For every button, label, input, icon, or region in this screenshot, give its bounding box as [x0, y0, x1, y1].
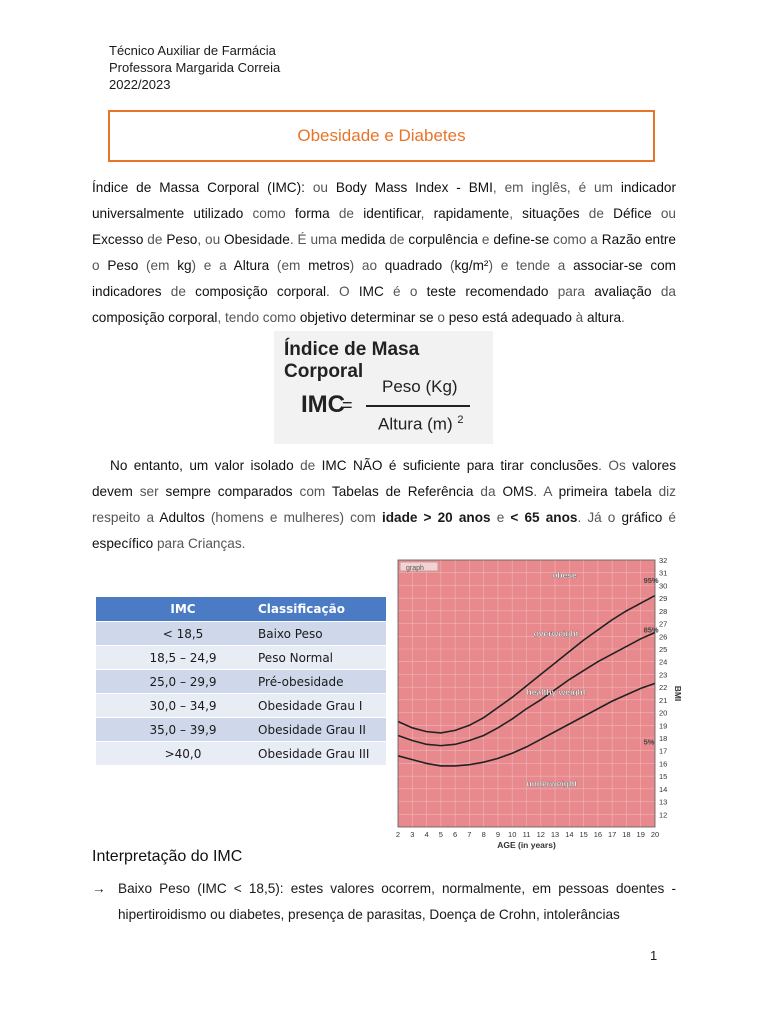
bullet-underweight [92, 876, 676, 928]
y-tick-label: 16 [659, 759, 668, 769]
text-run: kg/m² [454, 258, 489, 273]
table-header-classification: Classificação [252, 597, 386, 622]
text-run: Doença de Crohn [429, 907, 536, 922]
text-run: diz respeito a [92, 484, 676, 525]
text-run: Body Mass Index - BMI [335, 180, 493, 195]
text-run: Excesso [92, 232, 144, 247]
x-axis-label: AGE (in years) [497, 840, 556, 850]
document-header [109, 42, 280, 93]
text-run: metros [308, 258, 350, 273]
text-run: situações [522, 206, 580, 221]
y-tick-label: 21 [659, 695, 668, 705]
text-run: medida [340, 232, 386, 247]
text-run: corpulência [408, 232, 478, 247]
formula-exponent: 2 [457, 414, 464, 426]
text-run: . Os [598, 458, 633, 473]
text-run: da [651, 284, 676, 299]
x-tick-label: 9 [495, 830, 501, 839]
text-run: à [571, 310, 588, 325]
imc-range-cell: 18,5 – 24,9 [114, 646, 252, 670]
text-run: e [477, 232, 494, 247]
classification-cell: Baixo Peso [252, 622, 386, 646]
classification-cell: Pré-obesidade [252, 670, 386, 694]
row-spacer [96, 694, 114, 718]
formula-numerator: Peso (Kg) [382, 377, 458, 396]
text-run: , tendo como [217, 310, 300, 325]
arrow-icon: → [92, 881, 106, 896]
text-run: identificar [363, 206, 421, 221]
formula-title: Índice de Masa Corporal [284, 339, 420, 382]
y-tick-label: 31 [659, 568, 668, 578]
text-run: IMC [358, 284, 384, 299]
text-run: kg [177, 258, 192, 273]
text-run: (em [269, 258, 309, 273]
text-run: ser [132, 484, 166, 499]
y-axis-label: BMI [673, 685, 683, 702]
text-run: teste recomendado [426, 284, 549, 299]
text-run: específico [92, 536, 154, 551]
zone-label: obese [552, 569, 577, 580]
bmi-for-age-chart [392, 556, 683, 850]
text-run: , [420, 206, 434, 221]
text-run: , [421, 907, 430, 922]
text-run: . É uma [289, 232, 341, 247]
y-tick-label: 25 [659, 645, 668, 654]
y-tick-label: 20 [659, 708, 668, 718]
text-run: objetivo determinar se [299, 310, 434, 325]
text-run: ) ao [349, 258, 385, 273]
classification-cell: Obesidade Grau I [252, 694, 386, 718]
y-tick-label: 26 [659, 632, 668, 642]
text-run: < 65 anos [510, 510, 578, 525]
text-run: como [243, 206, 295, 221]
text-run: de [329, 206, 364, 221]
text-run: sempre comparados [165, 484, 293, 499]
text-run: ) e tende a [488, 258, 574, 273]
text-run: ) e a [191, 258, 234, 273]
text-run: associar-se com indicadores [92, 258, 676, 299]
formula-denominator: Altura (m) $^2$ [378, 414, 464, 434]
text-run: . [621, 310, 625, 325]
imc-range-cell: 25,0 – 29,9 [114, 670, 252, 694]
text-run: diabetes [229, 907, 281, 922]
y-tick-label: 13 [659, 797, 668, 807]
text-run: , [509, 206, 523, 221]
x-tick-label: 5 [438, 830, 443, 839]
imc-definition-paragraph [92, 175, 676, 331]
classification-cell: Obesidade Grau III [252, 742, 386, 766]
y-tick-label: 23 [659, 670, 668, 680]
y-tick-label: 18 [659, 734, 668, 743]
y-tick-label: 12 [659, 810, 668, 820]
document-title: Obesidade e Diabetes [108, 110, 655, 162]
x-tick-label: 15 [579, 830, 588, 839]
table-row [96, 694, 386, 718]
x-tick-label: 20 [650, 830, 660, 839]
x-tick-label: 18 [622, 830, 631, 839]
table-row [96, 646, 386, 670]
y-tick-label: 30 [659, 581, 668, 591]
reference-tables-paragraph [92, 453, 676, 557]
text-run: Peso [166, 232, 198, 247]
text-run: , em inglês, é um [492, 180, 621, 195]
text-run: , [535, 907, 544, 922]
y-tick-label: 27 [659, 619, 668, 629]
text-run: para Crianças. [153, 536, 246, 551]
table-row [96, 670, 386, 694]
x-tick-label: 8 [481, 830, 486, 839]
text-run: intolerâncias [543, 907, 620, 922]
y-tick-label: 24 [659, 657, 668, 667]
text-run: estes valores ocorrem, normalmente, em [283, 881, 559, 896]
table-row [96, 742, 386, 766]
table-header-row [96, 597, 386, 622]
text-run: Adultos [159, 510, 205, 525]
row-spacer [96, 718, 114, 742]
x-tick-label: 11 [522, 830, 531, 839]
course-name: Técnico Auxiliar de Farmácia [109, 43, 276, 58]
text-run: (em [138, 258, 178, 273]
text-run: gráfico [621, 510, 663, 525]
imc-range-cell: < 18,5 [114, 622, 252, 646]
text-run: IMC NÃO é suficiente para tirar conclusões [321, 458, 599, 473]
school-year: 2022/2023 [109, 77, 171, 92]
text-run: indicador universalmente utilizado [92, 180, 676, 221]
table-row [96, 718, 386, 742]
x-tick-label: 6 [453, 830, 458, 839]
bullet-underweight-text [118, 876, 676, 928]
text-run: idade > 20 anos [381, 510, 491, 525]
text-run: . Já o [577, 510, 622, 525]
text-run: Índice de Massa Corporal (IMC): [92, 180, 305, 195]
text-run: é o [383, 284, 427, 299]
classification-cell: Obesidade Grau II [252, 718, 386, 742]
x-tick-label: 4 [424, 830, 429, 839]
percentile-label: 5% [643, 737, 655, 747]
percentile-label: 95% [643, 575, 659, 585]
y-tick-label: 19 [659, 721, 668, 731]
row-spacer [96, 742, 114, 766]
text-run: Obesidade [224, 232, 290, 247]
x-tick-label: 10 [508, 830, 517, 839]
text-run: hipertiroidismo [118, 907, 207, 922]
text-run: Peso [107, 258, 139, 273]
y-tick-label: 17 [659, 746, 668, 756]
text-run: - [664, 881, 676, 896]
text-run: OMS [502, 484, 534, 499]
text-run: No entanto, um valor isolado [110, 458, 294, 473]
imc-range-cell: 30,0 – 34,9 [114, 694, 252, 718]
row-spacer [96, 646, 114, 670]
text-run: de [161, 284, 196, 299]
text-run: ou [206, 907, 230, 922]
text-run: de [143, 232, 167, 247]
text-run: de [385, 232, 409, 247]
text-run: ou [304, 180, 336, 195]
section-title: Interpretação do IMC [92, 848, 243, 865]
text-run: . A [533, 484, 559, 499]
text-run: o [433, 310, 449, 325]
formula-lhs: IMC [301, 391, 345, 418]
y-tick-label: 29 [659, 594, 668, 604]
text-run: Razão entre [601, 232, 676, 247]
text-run: , ou [197, 232, 225, 247]
text-run: forma [294, 206, 330, 221]
text-run: define-se [493, 232, 550, 247]
y-tick-label: 28 [659, 606, 668, 616]
x-tick-label: 12 [536, 830, 545, 839]
x-tick-label: 2 [395, 830, 401, 839]
y-tick-label: 15 [659, 772, 668, 782]
imc-range-cell: 35,0 – 39,9 [114, 718, 252, 742]
table-header-imc: IMC [114, 597, 252, 622]
graph-tag: graph [406, 565, 424, 572]
text-run: de [293, 458, 322, 473]
x-tick-label: 3 [410, 830, 415, 839]
x-tick-label: 7 [467, 830, 472, 839]
classification-cell: Peso Normal [252, 646, 386, 670]
text-run: Baixo Peso (IMC < 18,5): [118, 881, 284, 896]
text-run: é [662, 510, 676, 525]
text-run: ( [442, 258, 455, 273]
fraction-bar [366, 405, 470, 407]
text-run: como a [549, 232, 602, 247]
y-tick-label: 22 [659, 683, 668, 693]
y-tick-label: 32 [659, 556, 668, 565]
text-run: o [92, 258, 108, 273]
text-run: de [579, 206, 614, 221]
page-number: 1 [650, 948, 658, 963]
imc-range-cell: >40,0 [114, 742, 252, 766]
row-spacer [96, 622, 114, 646]
x-tick-label: 17 [607, 830, 617, 839]
table-row [96, 622, 386, 646]
text-run: quadrado [384, 258, 443, 273]
text-run: . O [326, 284, 359, 299]
imc-classification-table [96, 597, 386, 765]
text-run: (homens e mulheres) com [204, 510, 382, 525]
text-run: da [473, 484, 503, 499]
text-run: e [490, 510, 511, 525]
x-tick-label: 19 [636, 830, 645, 839]
table-header-spacer [96, 597, 114, 622]
x-tick-label: 16 [593, 830, 603, 839]
imc-formula-image [274, 331, 493, 444]
zone-label: underweight [526, 778, 578, 789]
percentile-label: 85% [643, 625, 659, 635]
text-run: com [292, 484, 332, 499]
text-run: para [548, 284, 595, 299]
text-run: Défice [613, 206, 652, 221]
formula-equals: = [342, 395, 353, 415]
text-run: pessoas doentes [558, 881, 665, 896]
text-run: avaliação [594, 284, 652, 299]
text-run: , presença de [280, 907, 367, 922]
teacher-name: Professora Margarida Correia [109, 60, 281, 75]
text-run: Altura [233, 258, 270, 273]
zone-label: overweight [533, 628, 579, 639]
text-run: parasitas [366, 907, 422, 922]
text-run: ou [651, 206, 676, 221]
row-spacer [96, 670, 114, 694]
text-run: primeira tabela [558, 484, 652, 499]
text-run: valores devem [92, 458, 676, 499]
y-tick-label: 14 [659, 784, 668, 794]
text-run: composição corporal [92, 310, 218, 325]
text-run: peso está adequado [448, 310, 572, 325]
x-tick-label: 14 [565, 830, 574, 839]
text-run: rapidamente [433, 206, 510, 221]
text-run: altura [587, 310, 622, 325]
zone-label: healthy weight [526, 686, 586, 697]
text-run: composição corporal [195, 284, 327, 299]
x-tick-label: 13 [550, 830, 560, 839]
text-run: Tabelas de Referência [331, 484, 474, 499]
